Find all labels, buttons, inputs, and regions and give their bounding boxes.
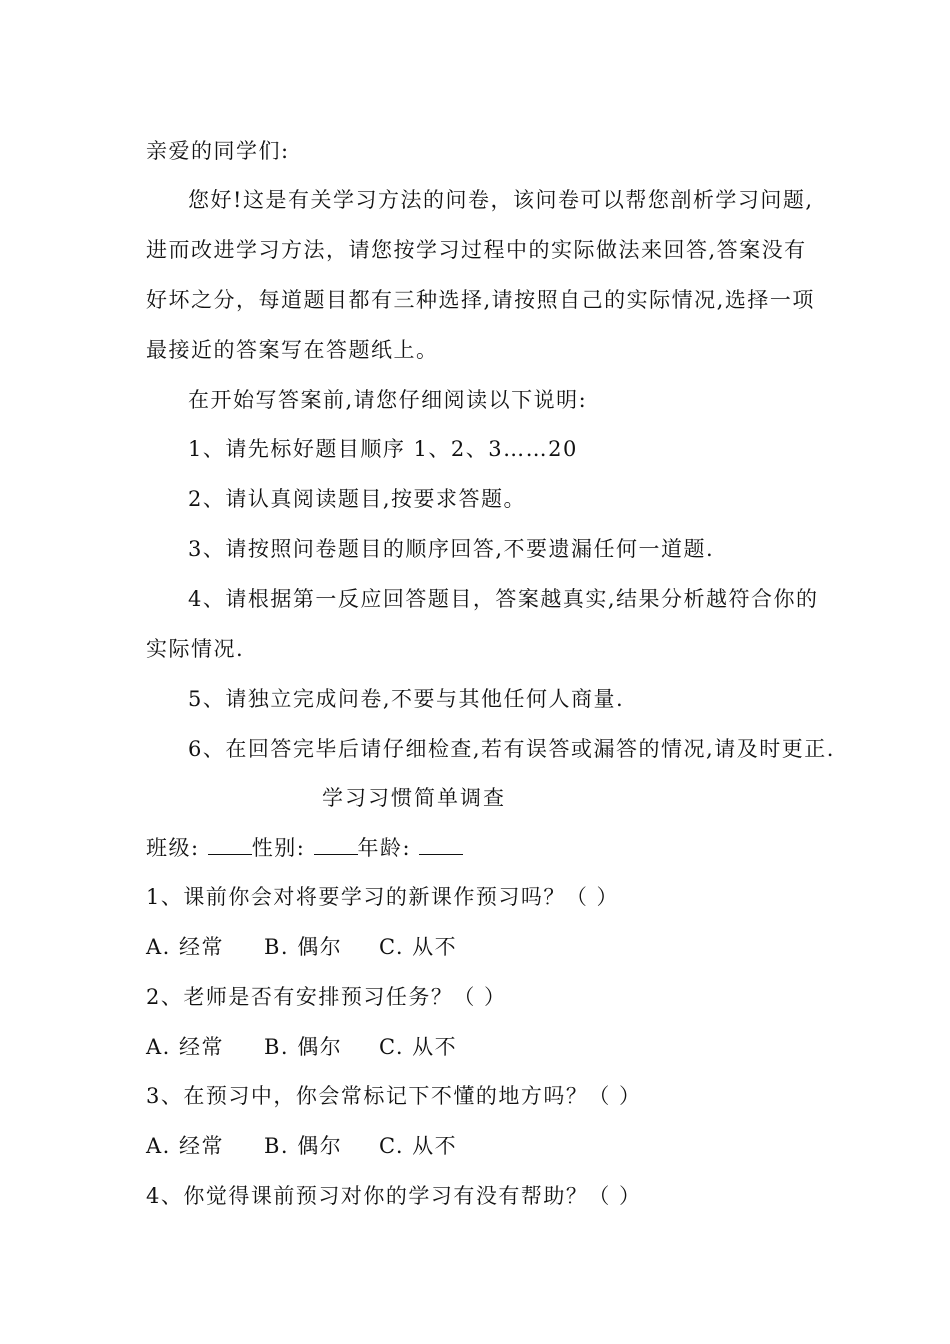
class-label: 班级: [146,836,200,860]
option-b: B. 偶尔 [264,1035,343,1059]
question-2-options [146,1032,457,1062]
gender-blank[interactable] [314,836,358,855]
option-a: A. 经常 [146,1134,225,1158]
instruction-3: 3、请按照问卷题目的顺序回答,不要遗漏任何一道题. [188,537,715,561]
instruction-1: 1、请先标好题目顺序 1、2、3……20 [188,437,578,461]
option-c: C. 从不 [379,1134,458,1158]
intro-line-2: 进而改进学习方法，请您按学习过程中的实际做法来回答,答案没有 [146,238,807,262]
class-blank[interactable] [208,836,252,855]
question-2: 2、老师是否有安排预习任务？（ ） [146,985,507,1009]
age-blank[interactable] [419,836,463,855]
question-1: 1、课前你会对将要学习的新课作预习吗？（ ） [146,885,620,909]
option-b: B. 偶尔 [264,935,343,959]
option-a: A. 经常 [146,935,225,959]
question-1-options [146,932,457,962]
question-3-options [146,1131,457,1161]
student-info-row [146,833,463,863]
gender-label: 性别: [251,836,306,860]
option-c: C. 从不 [379,935,458,959]
instruction-6: 6、在回答完毕后请仔细检查,若有误答或漏答的情况,请及时更正. [188,737,835,761]
instruction-4-line-1: 4、请根据第一反应回答题目，答案越真实,结果分析越符合你的 [188,587,819,611]
instructions-heading: 在开始写答案前,请您仔细阅读以下说明: [188,388,588,412]
instruction-2: 2、请认真阅读题目,按要求答题。 [188,487,527,511]
intro-line-1: 您好!这是有关学习方法的问卷，该问卷可以帮您剖析学习问题, [188,188,814,212]
option-c: C. 从不 [379,1035,458,1059]
instruction-4-line-2: 实际情况. [146,637,245,661]
intro-line-3: 好坏之分，每道题目都有三种选择,请按照自己的实际情况,选择一项 [146,288,815,312]
question-3: 3、在预习中，你会常标记下不懂的地方吗？（ ） [146,1084,642,1108]
instruction-5: 5、请独立完成问卷,不要与其他任何人商量. [188,687,625,711]
greeting: 亲爱的同学们: [146,139,290,163]
age-label: 年龄: [357,836,412,860]
intro-line-4: 最接近的答案写在答题纸上。 [146,338,439,362]
question-4: 4、你觉得课前预习对你的学习有没有帮助？（ ） [146,1184,642,1208]
option-a: A. 经常 [146,1035,225,1059]
survey-title: 学习习惯简单调查 [322,786,506,810]
option-b: B. 偶尔 [264,1134,343,1158]
